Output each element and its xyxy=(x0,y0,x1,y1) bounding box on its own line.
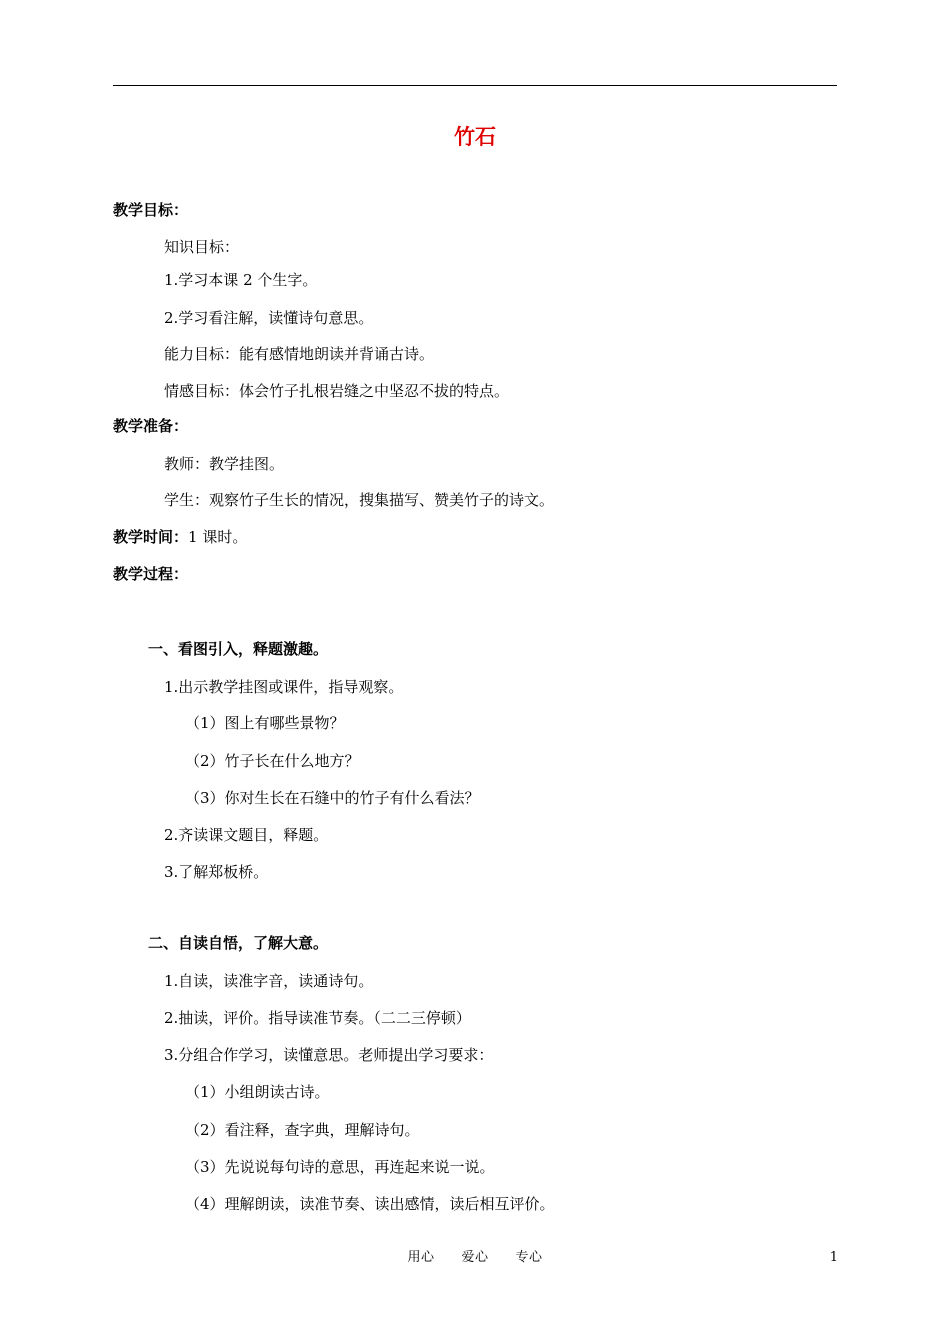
prep-heading: 教学准备： xyxy=(113,417,189,435)
section2-subitem: （3）先说说每句诗的意思，再连起来说一说。 xyxy=(185,1158,495,1176)
time-line xyxy=(113,526,247,548)
time-value: 1 课时。 xyxy=(188,528,248,546)
objectives-heading: 教学目标： xyxy=(113,201,189,219)
emotion-objective: 情感目标：体会竹子扎根岩缝之中坚忍不拔的特点。 xyxy=(164,382,510,400)
section2-item: 3.分组合作学习，读懂意思。老师提出学习要求： xyxy=(164,1046,494,1064)
section1-item: 1.出示教学挂图或课件，指导观察。 xyxy=(164,678,404,696)
section1-item: 2.齐读课文题目，释题。 xyxy=(164,826,329,844)
prep-teacher: 教师：教学挂图。 xyxy=(164,455,285,473)
knowledge-objective-label: 知识目标： xyxy=(164,238,240,256)
objective-item: 1.学习本课 2 个生字。 xyxy=(164,271,318,289)
section1-subitem: （2）竹子长在什么地方？ xyxy=(185,752,360,770)
section2-item: 1.自读，读准字音，读通诗句。 xyxy=(164,972,374,990)
page-number: 1 xyxy=(829,1250,838,1265)
document-title: 竹石 xyxy=(454,125,496,149)
section2-item: 2.抽读，评价。指导读准节奏。（二二三停顿） xyxy=(164,1009,471,1027)
time-heading: 教学时间： xyxy=(113,528,189,546)
section1-item: 3.了解郑板桥。 xyxy=(164,863,269,881)
section1-subitem: （1）图上有哪些景物？ xyxy=(185,714,345,732)
section2-heading: 二、自读自悟，了解大意。 xyxy=(148,934,329,952)
section2-subitem: （1）小组朗读古诗。 xyxy=(185,1083,330,1101)
footer-motto: 用心 爱心 专心 xyxy=(407,1250,543,1265)
header-rule xyxy=(113,85,837,86)
section1-subitem: （3）你对生长在石缝中的竹子有什么看法？ xyxy=(185,789,480,807)
process-heading: 教学过程： xyxy=(113,565,189,583)
objective-item: 2.学习看注解，读懂诗句意思。 xyxy=(164,309,374,327)
prep-student: 学生：观察竹子生长的情况，搜集描写、赞美竹子的诗文。 xyxy=(164,491,555,509)
section1-heading: 一、看图引入，释题激趣。 xyxy=(148,640,329,658)
section2-subitem: （2）看注释，查字典，理解诗句。 xyxy=(185,1121,420,1139)
ability-objective: 能力目标：能有感情地朗读并背诵古诗。 xyxy=(164,345,435,363)
section2-subitem: （4）理解朗读，读准节奏、读出感情，读后相互评价。 xyxy=(185,1195,555,1213)
